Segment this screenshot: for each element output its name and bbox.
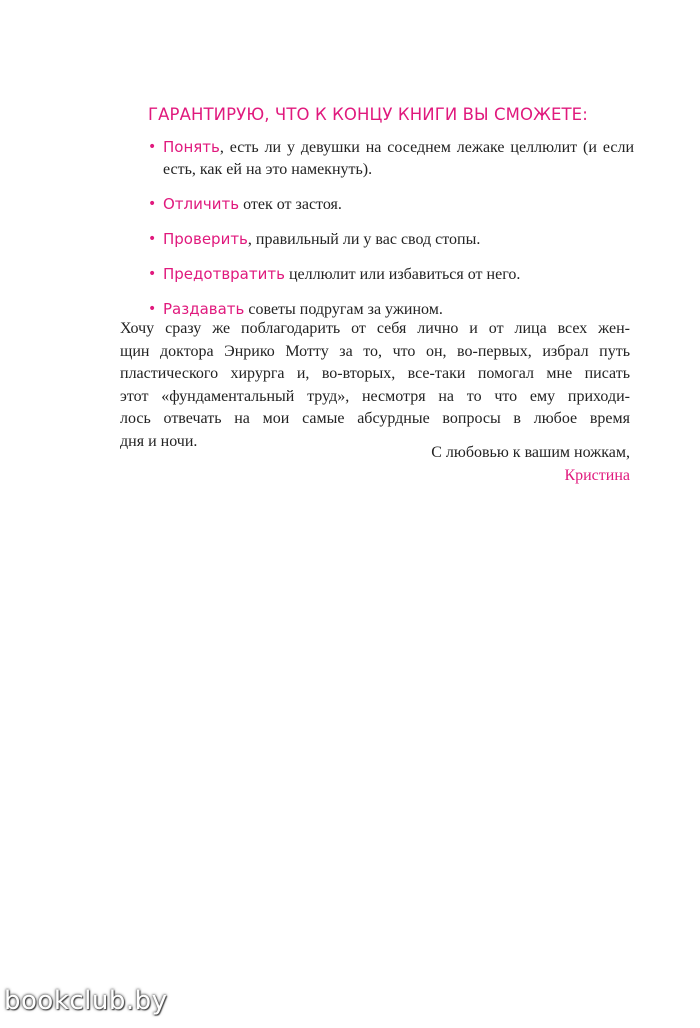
closing-line: С любовью к вашим ножкам, [431,444,630,461]
paragraph-line: этот «фундаментальный труд», несмотря на то что ему приходи- [120,387,630,405]
bullet-icon: • [148,266,157,282]
closing-block [230,442,630,487]
list-item [148,136,634,181]
section-heading: ГАРАНТИРУЮ, ЧТО К КОНЦУ КНИГИ ВЫ СМОЖЕТЕ: [148,105,588,124]
list-item-text: , есть ли у девушки на соседнем лежаке целлюлит (и если есть, как ей на это намекнуть). [163,139,634,178]
watermark-logo: bookclub.by [4,986,168,1016]
paragraph-line: пластического хирурга и, во-вторых, все-таки помогал мне писать [120,365,630,382]
list-item-text: советы подругам за ужином. [244,301,443,318]
paragraph-line: лось отвечать на мои самые абсурдные вопросы в любое время [120,410,630,427]
list-item-accent: Понять [163,138,220,156]
bullet-icon: • [148,196,157,212]
thanks-paragraph [120,318,630,453]
bullet-icon: • [148,231,157,247]
paragraph-line: дня и ночи. [120,432,198,450]
list-item [148,263,634,286]
bullet-icon: • [148,301,157,317]
list-item [148,193,634,216]
list-item-accent: Отличить [163,195,240,213]
list-item-accent: Проверить [163,230,248,248]
list-item-accent: Раздавать [163,300,245,318]
signature: Кристина [564,466,630,484]
list-item-accent: Предотвратить [163,265,285,283]
list-item-text: целлюлит или избавиться от него. [284,266,521,283]
list-item [148,228,634,251]
benefits-list [148,136,634,333]
list-item-text: отек от застоя. [239,196,342,213]
bullet-icon: • [148,139,157,155]
paragraph-line: Хочу сразу же поблагодарить от себя лично и от лица всех жен- [120,320,630,337]
paragraph-line: щин доктора Энрико Мотту за то, что он, во-первых, избрал путь [120,342,630,360]
list-item-text: , правильный ли у вас свод стопы. [247,231,481,248]
